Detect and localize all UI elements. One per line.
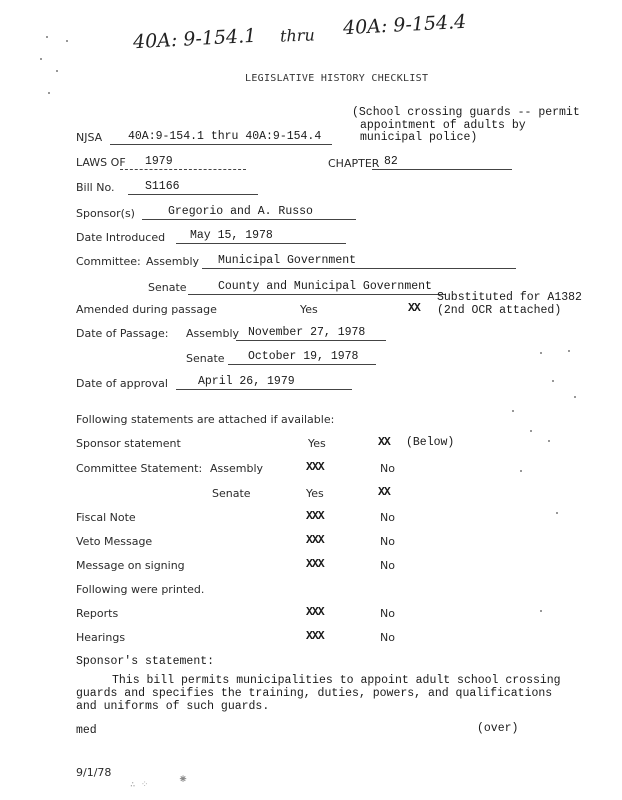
njsa-underline bbox=[110, 144, 332, 145]
date-introduced-label: Date Introduced bbox=[76, 231, 166, 244]
hearings-label: Hearings bbox=[76, 631, 126, 644]
passage-assembly-value: November 27, 1978 bbox=[248, 326, 366, 339]
passage-label: Date of Passage: bbox=[76, 327, 169, 340]
following-printed-heading: Following were printed. bbox=[76, 583, 205, 596]
scan-speck bbox=[48, 92, 50, 94]
njsa-label: NJSA bbox=[76, 131, 103, 144]
committee-assembly-label: Assembly bbox=[146, 255, 200, 268]
passage-senate-value: October 19, 1978 bbox=[248, 350, 359, 363]
subject-note-line: municipal police) bbox=[360, 131, 478, 144]
scan-speck bbox=[548, 440, 550, 442]
scan-smudge-mark: ⁕ bbox=[178, 772, 189, 786]
sponsor-statement-yes: Yes bbox=[308, 437, 326, 450]
sponsors-value: Gregorio and A. Russo bbox=[168, 205, 313, 218]
passage-senate-label: Senate bbox=[186, 352, 225, 365]
committee-assembly-underline bbox=[202, 268, 516, 269]
scan-smudge: ∴ ⁘ bbox=[130, 780, 149, 790]
sponsor-statement-line: and uniforms of such guards. bbox=[76, 700, 270, 713]
committee-statement-label: Committee Statement: bbox=[76, 462, 203, 475]
scan-speck bbox=[552, 380, 554, 382]
hearings-yes-mark: XXX bbox=[306, 630, 324, 643]
bill-no-label: Bill No. bbox=[76, 181, 115, 194]
amended-note-ocr: (2nd OCR attached) bbox=[437, 304, 562, 317]
scan-speck bbox=[556, 512, 558, 514]
sponsor-statement-label: Sponsor statement bbox=[76, 437, 181, 450]
chapter-value: 82 bbox=[384, 155, 398, 168]
message-signing-label: Message on signing bbox=[76, 559, 185, 572]
footer-date: 9/1/78 bbox=[76, 766, 112, 779]
scan-speck bbox=[66, 40, 68, 42]
committee-senate-value: County and Municipal Government bbox=[218, 280, 432, 293]
chapter-label: CHAPTER bbox=[328, 157, 380, 170]
typist-initials: med bbox=[76, 724, 97, 737]
sponsor-statement-body bbox=[76, 674, 561, 713]
date-introduced-underline bbox=[176, 243, 346, 244]
handwritten-citation-end: 40A: 9-154.4 bbox=[342, 10, 467, 40]
message-signing-yes-mark: XXX bbox=[306, 558, 324, 571]
reports-yes-mark: XXX bbox=[306, 606, 324, 619]
handwritten-thru: thru bbox=[279, 25, 316, 46]
handwritten-citation-start: 40A: 9-154.1 bbox=[132, 24, 257, 54]
chapter-underline bbox=[372, 169, 512, 170]
njsa-value: 40A:9-154.1 thru 40A:9-154.4 bbox=[128, 130, 322, 143]
subject-note-line: (School crossing guards -- permit bbox=[352, 106, 580, 119]
passage-senate-underline bbox=[228, 364, 376, 365]
reports-label: Reports bbox=[76, 607, 119, 620]
sponsor-statement-line: guards and specifies the training, duties, powers, and qualifications bbox=[76, 687, 553, 700]
sponsors-underline bbox=[142, 219, 356, 220]
passage-assembly-label: Assembly bbox=[186, 327, 240, 340]
message-signing-no: No bbox=[380, 559, 395, 572]
subject-note bbox=[352, 107, 580, 145]
laws-of-underline bbox=[120, 169, 246, 170]
sponsors-label: Sponsor(s) bbox=[76, 207, 135, 220]
approval-label: Date of approval bbox=[76, 377, 168, 390]
amended-no-mark: XX bbox=[408, 302, 420, 315]
reports-no: No bbox=[380, 607, 395, 620]
veto-message-label: Veto Message bbox=[76, 535, 153, 548]
approval-value: April 26, 1979 bbox=[198, 375, 295, 388]
committee-label: Committee: bbox=[76, 255, 141, 268]
date-introduced-value: May 15, 1978 bbox=[190, 229, 273, 242]
hearings-no: No bbox=[380, 631, 395, 644]
laws-of-value: 1979 bbox=[145, 155, 173, 168]
document-title: LEGISLATIVE HISTORY CHECKLIST bbox=[245, 73, 429, 84]
over-note: (over) bbox=[477, 722, 519, 735]
fiscal-note-yes-mark: XXX bbox=[306, 510, 324, 523]
committee-statement-senate-yes: Yes bbox=[306, 487, 324, 500]
scan-speck bbox=[540, 352, 542, 354]
veto-message-no: No bbox=[380, 535, 395, 548]
committee-statement-senate-no-mark: XX bbox=[378, 486, 390, 499]
scan-speck bbox=[568, 350, 570, 352]
scan-speck bbox=[512, 410, 514, 412]
committee-statement-assembly-label: Assembly bbox=[210, 462, 264, 475]
scan-speck bbox=[540, 610, 542, 612]
amended-note-substituted: Substituted for A1382 bbox=[437, 291, 582, 304]
sponsor-statement-heading: Sponsor's statement: bbox=[76, 655, 215, 668]
committee-statement-senate-label: Senate bbox=[212, 487, 251, 500]
scan-speck bbox=[520, 470, 522, 472]
committee-senate-label: Senate bbox=[148, 281, 187, 294]
scan-speck bbox=[530, 430, 532, 432]
approval-underline bbox=[176, 389, 352, 390]
fiscal-note-no: No bbox=[380, 511, 395, 524]
bill-no-underline bbox=[128, 194, 258, 195]
sponsor-statement-no-mark: XX bbox=[378, 436, 390, 449]
sponsor-statement-line: This bill permits municipalities to appoint adult school crossing bbox=[112, 674, 561, 687]
committee-statement-assembly-no: No bbox=[380, 462, 395, 475]
following-attached-heading: Following statements are attached if available: bbox=[76, 413, 335, 426]
scan-speck bbox=[56, 70, 58, 72]
amended-label: Amended during passage bbox=[76, 303, 217, 316]
laws-of-label: LAWS OF bbox=[76, 156, 126, 169]
scan-speck bbox=[40, 58, 42, 60]
committee-assembly-value: Municipal Government bbox=[218, 254, 357, 267]
subject-note-line: appointment of adults by bbox=[360, 118, 526, 132]
passage-assembly-underline bbox=[236, 340, 386, 341]
amended-yes: Yes bbox=[300, 303, 318, 316]
scan-speck bbox=[46, 36, 48, 38]
committee-statement-assembly-yes-mark: XXX bbox=[306, 461, 324, 474]
scan-speck bbox=[574, 396, 576, 398]
committee-senate-underline bbox=[188, 294, 446, 295]
fiscal-note-label: Fiscal Note bbox=[76, 511, 136, 524]
bill-no-value: S1166 bbox=[145, 180, 180, 193]
veto-message-yes-mark: XXX bbox=[306, 534, 324, 547]
sponsor-statement-below: (Below) bbox=[406, 436, 455, 449]
